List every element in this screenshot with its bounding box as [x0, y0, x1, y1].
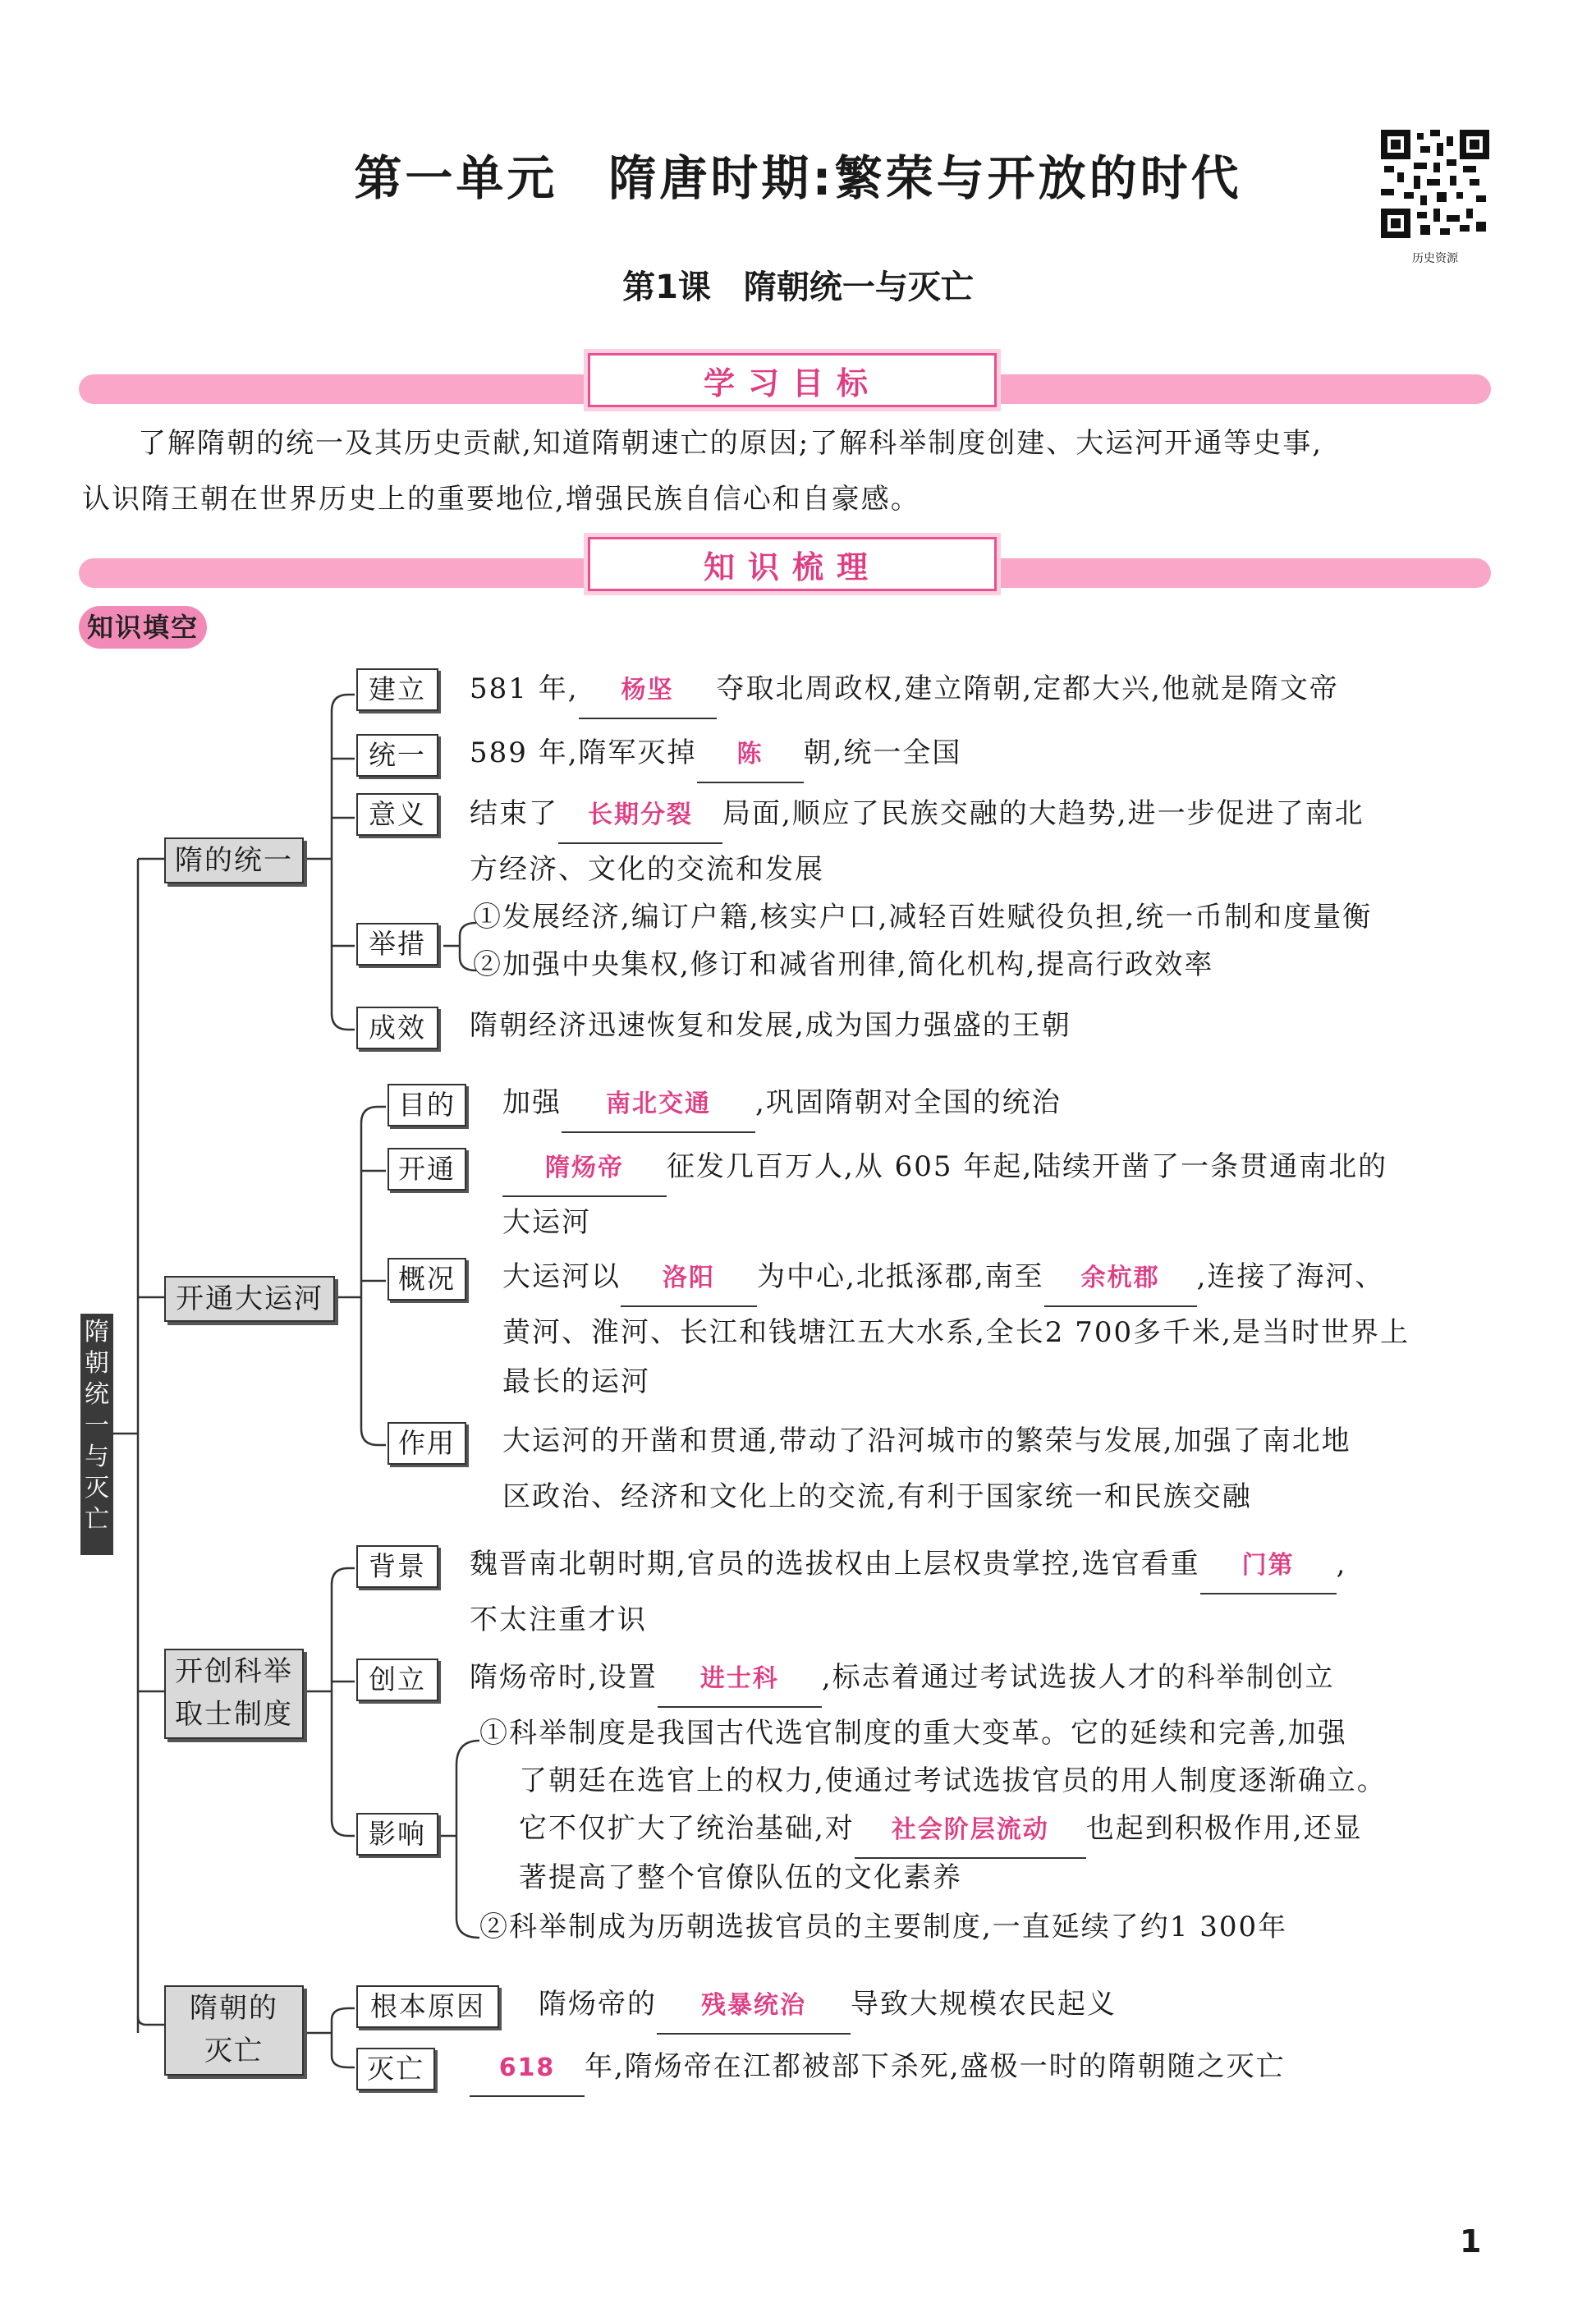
knowledge-heading: 知识梳理	[588, 537, 997, 591]
lesson-title: 第1课 隋朝统一与灭亡	[622, 268, 974, 306]
text-chuangli: 隋炀帝时,设置 进士科 ,标志着通过考试选拔人才的科举制创立	[470, 1650, 1335, 1708]
node-canal: 开通大运河	[164, 1276, 335, 1322]
blank-beijing[interactable]: 门第	[1200, 1539, 1337, 1594]
fill-blank-tag: 知识填空	[79, 606, 207, 649]
text-zuoyong-2: 区政治、经济和文化上的交流,有利于国家统一和民族交融	[502, 1480, 1252, 1513]
node-genben: 根本原因	[356, 1985, 499, 2028]
node-yingxiang: 影响	[356, 1813, 438, 1856]
node-tongyi: 统一	[356, 734, 438, 777]
node-exam: 开创科举 取士制度	[164, 1649, 304, 1739]
text-zuoyong-1: 大运河的开凿和贯通,带动了沿河城市的繁荣与发展,加强了南北地	[502, 1425, 1351, 1457]
text-yiyi-line2: 方经济、文化的交流和发展	[470, 853, 824, 886]
objective-line2: 认识隋王朝在世界历史上的重要地位,增强民族自信心和自豪感。	[82, 483, 920, 516]
text-yingxiang-1: ①科举制度是我国古代选官制度的重大变革。它的延续和完善,加强	[479, 1717, 1347, 1750]
node-chuangli: 创立	[356, 1659, 438, 1701]
blank-genben[interactable]: 残暴统治	[657, 1979, 851, 2035]
node-chengxiao: 成效	[356, 1007, 438, 1049]
text-chengxiao: 隋朝经济迅速恢复和发展,成为国力强盛的王朝	[470, 1009, 1071, 1042]
text-jucuo-2: ②加强中央集权,修订和减省刑律,简化机构,提高行政效率	[473, 948, 1214, 981]
vertical-lesson-title: 隋 朝 统 一 与 灭 亡	[80, 1314, 113, 1555]
text-mudi: 加强 南北交通 ,巩固隋朝对全国的统治	[502, 1076, 1062, 1133]
blank-yingxiang[interactable]: 社会阶层流动	[855, 1803, 1086, 1859]
node-zuoyong: 作用	[388, 1422, 466, 1465]
blank-mudi[interactable]: 南北交通	[562, 1077, 755, 1133]
node-yiyi: 意义	[356, 793, 438, 836]
text-yingxiang-4: 著提高了整个官僚队伍的文化素养	[519, 1861, 962, 1894]
blank-tongyi[interactable]: 陈	[697, 727, 804, 783]
text-gaikuang: 大运河以 洛阳 为中心,北抵涿郡,南至 余杭郡 ,连接了海河、	[502, 1250, 1384, 1307]
node-kaitong: 开通	[388, 1148, 466, 1191]
text-miewang: 618 年,隋炀帝在江都被部下杀死,盛极一时的隋朝随之灭亡	[470, 2039, 1286, 2097]
blank-gaikuang-1[interactable]: 洛阳	[621, 1251, 757, 1307]
unit-title: 第一单元 隋唐时期:繁荣与开放的时代	[354, 150, 1242, 206]
node-miewang: 灭亡	[356, 2048, 435, 2090]
node-unity: 隋的统一	[164, 837, 304, 883]
text-yingxiang-2: 了朝廷在选官上的权力,使通过考试选拔官员的用人制度逐渐确立。	[519, 1764, 1387, 1797]
text-kaitong: 隋炀帝 征发几百万人,从 605 年起,陆续开凿了一条贯通南北的	[502, 1140, 1387, 1197]
text-kaitong-line2: 大运河	[502, 1206, 591, 1239]
qr-caption: 历史资源	[1412, 252, 1458, 265]
text-gaikuang-line2: 黄河、淮河、长江和钱塘江五大水系,全长2 700多千米,是当时世界上	[502, 1316, 1410, 1349]
blank-jianli[interactable]: 杨坚	[579, 663, 717, 719]
node-gaikuang: 概况	[388, 1258, 466, 1301]
blank-kaitong[interactable]: 隋炀帝	[502, 1141, 667, 1197]
text-gaikuang-line3: 最长的运河	[502, 1365, 650, 1398]
node-mudi: 目的	[388, 1084, 466, 1126]
text-beijing: 魏晋南北朝时期,官员的选拔权由上层权贵掌控,选官看重 门第 ,	[470, 1537, 1346, 1594]
blank-gaikuang-2[interactable]: 余杭郡	[1044, 1251, 1197, 1307]
text-yingxiang-3: 它不仅扩大了统治基础,对 社会阶层流动 也起到积极作用,还显	[519, 1801, 1363, 1859]
text-beijing-line2: 不太注重才识	[470, 1604, 647, 1636]
text-jianli: 581 年, 杨坚 夺取北周政权,建立隋朝,定都大兴,他就是隋文帝	[470, 662, 1339, 719]
text-genben: 隋炀帝的 残暴统治 导致大规模农民起义	[539, 1977, 1117, 2035]
node-fall: 隋朝的 灭亡	[164, 1985, 304, 2076]
node-jianli: 建立	[356, 668, 438, 711]
node-jucuo: 举措	[356, 923, 438, 966]
objectives-heading: 学习目标	[588, 353, 997, 407]
blank-miewang[interactable]: 618	[470, 2041, 585, 2097]
blank-yiyi[interactable]: 长期分裂	[558, 788, 722, 844]
text-jucuo-1: ①发展经济,编订户籍,核实户口,减轻百姓赋役负担,统一币制和度量衡	[473, 901, 1373, 934]
objective-line1: 了解隋朝的统一及其历史贡献,知道隋朝速亡的原因;了解科举制度创建、大运河开通等史事,	[138, 427, 1323, 460]
text-tongyi: 589 年,隋军灭掉 陈 朝,统一全国	[470, 726, 961, 783]
text-yingxiang-5: ②科举制成为历朝选拔官员的主要制度,一直延续了约1 300年	[479, 1911, 1288, 1943]
text-yiyi: 结束了 长期分裂 局面,顺应了民族交融的大趋势,进一步促进了南北	[470, 787, 1364, 844]
blank-chuangli[interactable]: 进士科	[658, 1652, 822, 1708]
node-beijing: 背景	[356, 1545, 438, 1588]
page-number: 1	[1460, 2223, 1482, 2260]
